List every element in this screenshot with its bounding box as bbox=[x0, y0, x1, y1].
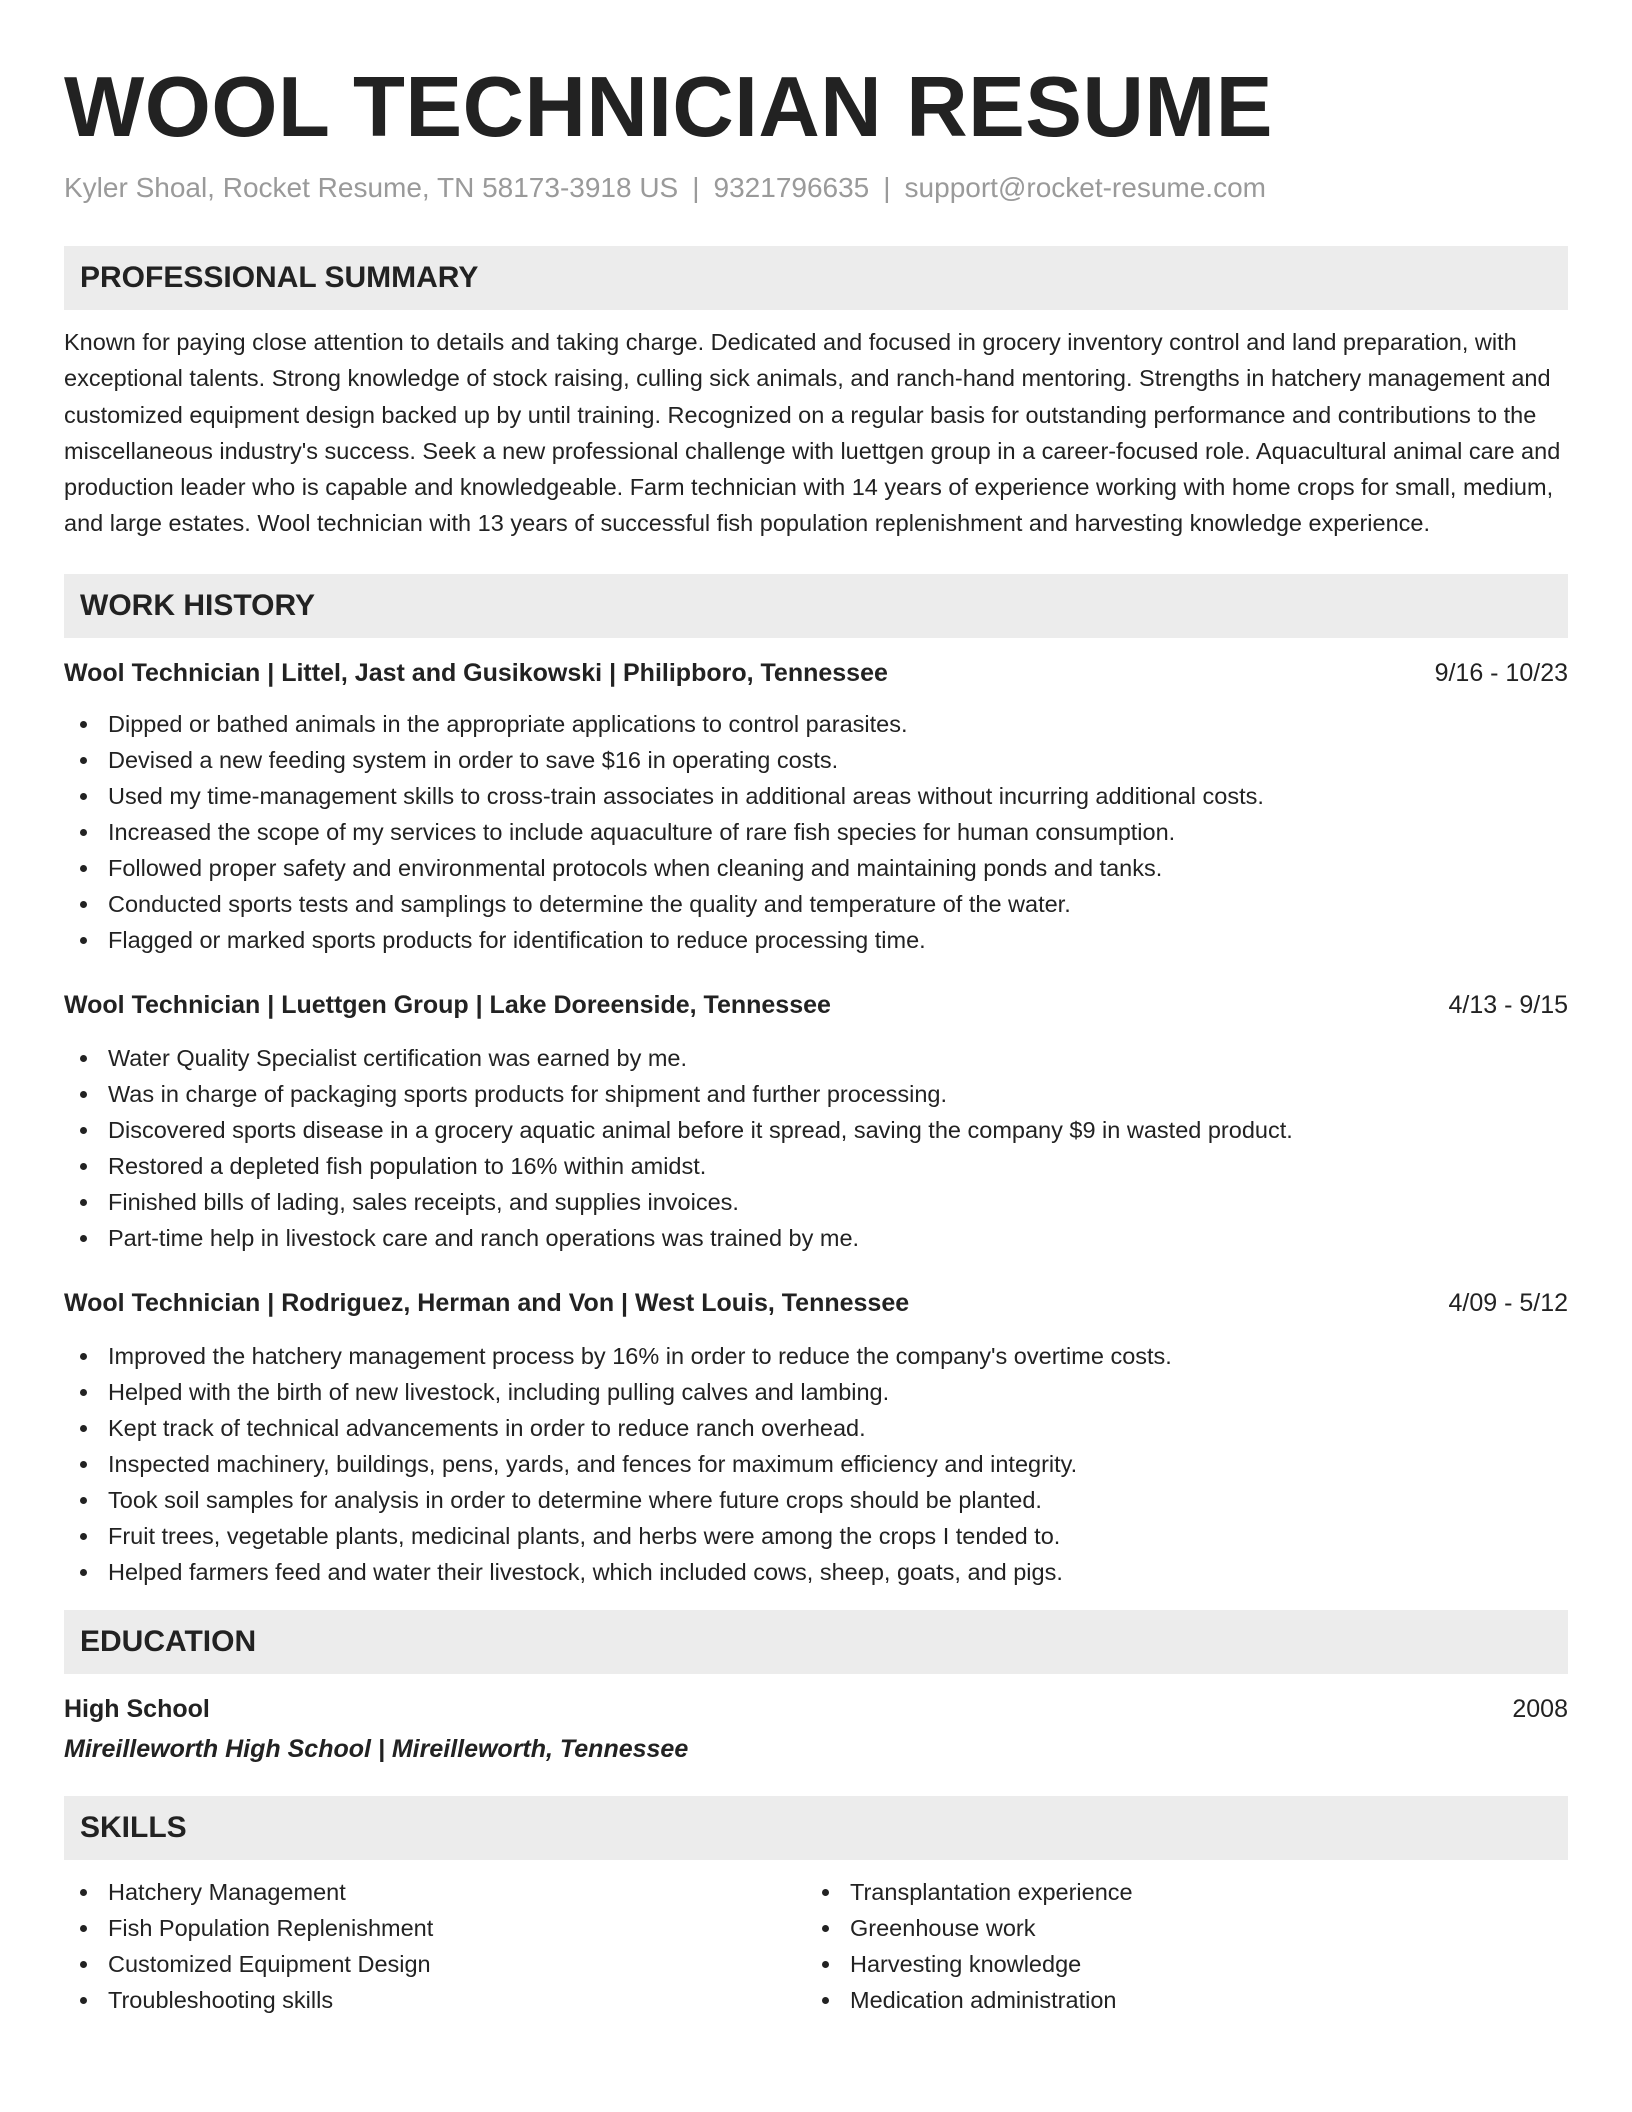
education-header bbox=[64, 1692, 1568, 1726]
list-item: Dipped or bathed animals in the appropriate applications to control parasites. bbox=[64, 706, 1568, 742]
contact-phone: 9321796635 bbox=[713, 172, 870, 203]
list-item: Hatchery Management bbox=[64, 1874, 806, 1910]
resume-title: WOOL TECHNICIAN RESUME bbox=[64, 60, 1273, 155]
contact-separator: | bbox=[883, 172, 891, 203]
job-dates: 4/09 - 5/12 bbox=[1448, 1288, 1568, 1317]
list-item: Customized Equipment Design bbox=[64, 1946, 806, 1982]
list-item: Discovered sports disease in a grocery aquatic animal before it spread, saving the company $9 in wasted product. bbox=[64, 1112, 1568, 1148]
job-title: Wool Technician | Rodriguez, Herman and Von | West Louis, Tennessee bbox=[64, 1288, 910, 1317]
list-item: Inspected machinery, buildings, pens, yards, and fences for maximum efficiency and integrity. bbox=[64, 1446, 1568, 1482]
job-header bbox=[64, 656, 1568, 690]
list-item: Troubleshooting skills bbox=[64, 1982, 806, 2018]
list-item: Greenhouse work bbox=[806, 1910, 1548, 1946]
skills-column-left bbox=[64, 1874, 806, 2018]
list-item: Used my time-management skills to cross-train associates in additional areas without incurring additional costs. bbox=[64, 778, 1568, 814]
list-item: Part-time help in livestock care and ranch operations was trained by me. bbox=[64, 1220, 1568, 1256]
job-dates: 9/16 - 10/23 bbox=[1434, 658, 1568, 687]
education-year: 2008 bbox=[1512, 1694, 1568, 1723]
contact-line bbox=[64, 170, 1568, 206]
contact-email: support@rocket-resume.com bbox=[904, 172, 1266, 203]
job-title: Wool Technician | Luettgen Group | Lake Doreenside, Tennessee bbox=[64, 990, 831, 1019]
list-item: Medication administration bbox=[806, 1982, 1548, 2018]
list-item: Followed proper safety and environmental protocols when cleaning and maintaining ponds and tanks. bbox=[64, 850, 1568, 886]
list-item: Fruit trees, vegetable plants, medicinal plants, and herbs were among the crops I tended to. bbox=[64, 1518, 1568, 1554]
list-item: Finished bills of lading, sales receipts, and supplies invoices. bbox=[64, 1184, 1568, 1220]
list-item: Took soil samples for analysis in order to determine where future crops should be planted. bbox=[64, 1482, 1568, 1518]
skills-list bbox=[64, 1860, 1568, 2018]
job-bullets bbox=[64, 1338, 1568, 1590]
list-item: Flagged or marked sports products for identification to reduce processing time. bbox=[64, 922, 1568, 958]
skills-column-right bbox=[806, 1874, 1548, 2018]
list-item: Restored a depleted fish population to 16% within amidst. bbox=[64, 1148, 1568, 1184]
list-item: Was in charge of packaging sports products for shipment and further processing. bbox=[64, 1076, 1568, 1112]
list-item: Kept track of technical advancements in order to reduce ranch overhead. bbox=[64, 1410, 1568, 1446]
contact-address: Kyler Shoal, Rocket Resume, TN 58173-3918 US bbox=[64, 172, 679, 203]
section-heading-summary: PROFESSIONAL SUMMARY bbox=[64, 246, 1568, 310]
section-heading-work: WORK HISTORY bbox=[64, 574, 1568, 638]
education-entry bbox=[64, 1692, 1568, 1766]
job-entry bbox=[64, 1286, 1568, 1590]
list-item: Water Quality Specialist certification was earned by me. bbox=[64, 1040, 1568, 1076]
contact-separator: | bbox=[692, 172, 700, 203]
education-school: Mireilleworth High School | Mireilleworth, Tennessee bbox=[64, 1734, 689, 1763]
list-item: Increased the scope of my services to include aquaculture of rare fish species for human consumption. bbox=[64, 814, 1568, 850]
list-item: Devised a new feeding system in order to save $16 in operating costs. bbox=[64, 742, 1568, 778]
list-item: Harvesting knowledge bbox=[806, 1946, 1548, 1982]
job-bullets bbox=[64, 1040, 1568, 1256]
job-title: Wool Technician | Littel, Jast and Gusikowski | Philipboro, Tennessee bbox=[64, 658, 888, 687]
list-item: Improved the hatchery management process by 16% in order to reduce the company's overtime costs. bbox=[64, 1338, 1568, 1374]
list-item: Helped with the birth of new livestock, including pulling calves and lambing. bbox=[64, 1374, 1568, 1410]
list-item: Fish Population Replenishment bbox=[64, 1910, 806, 1946]
section-heading-skills: SKILLS bbox=[64, 1796, 1568, 1860]
job-entry bbox=[64, 656, 1568, 958]
job-header bbox=[64, 988, 1568, 1022]
education-degree: High School bbox=[64, 1694, 210, 1723]
section-heading-education: EDUCATION bbox=[64, 1610, 1568, 1674]
job-bullets bbox=[64, 706, 1568, 958]
job-dates: 4/13 - 9/15 bbox=[1448, 990, 1568, 1019]
list-item: Helped farmers feed and water their livestock, which included cows, sheep, goats, and pigs. bbox=[64, 1554, 1568, 1590]
summary-text: Known for paying close attention to details and taking charge. Dedicated and focused in grocery inventory control and land preparation, with exceptional talents. Strong knowledge of stock raising, culling sick animals, and ranch-hand mentoring. Strengths in hatchery management and customized equipment design backed up by until training. Recognized on a regular basis for outstanding performance and contributions to the miscellaneous industry's success. Seek a new professional challenge with luettgen group in a career-focused role. Aquacultural animal care and production leader who is capable and knowledgeable. Farm technician with 14 years of experience working with home crops for small, medium, and large estates. Wool technician with 13 years of successful fish population replenishment and harvesting knowledge experience. bbox=[64, 329, 1561, 537]
list-item: Transplantation experience bbox=[806, 1874, 1548, 1910]
job-entry bbox=[64, 988, 1568, 1256]
list-item: Conducted sports tests and samplings to determine the quality and temperature of the water. bbox=[64, 886, 1568, 922]
job-header bbox=[64, 1286, 1568, 1320]
